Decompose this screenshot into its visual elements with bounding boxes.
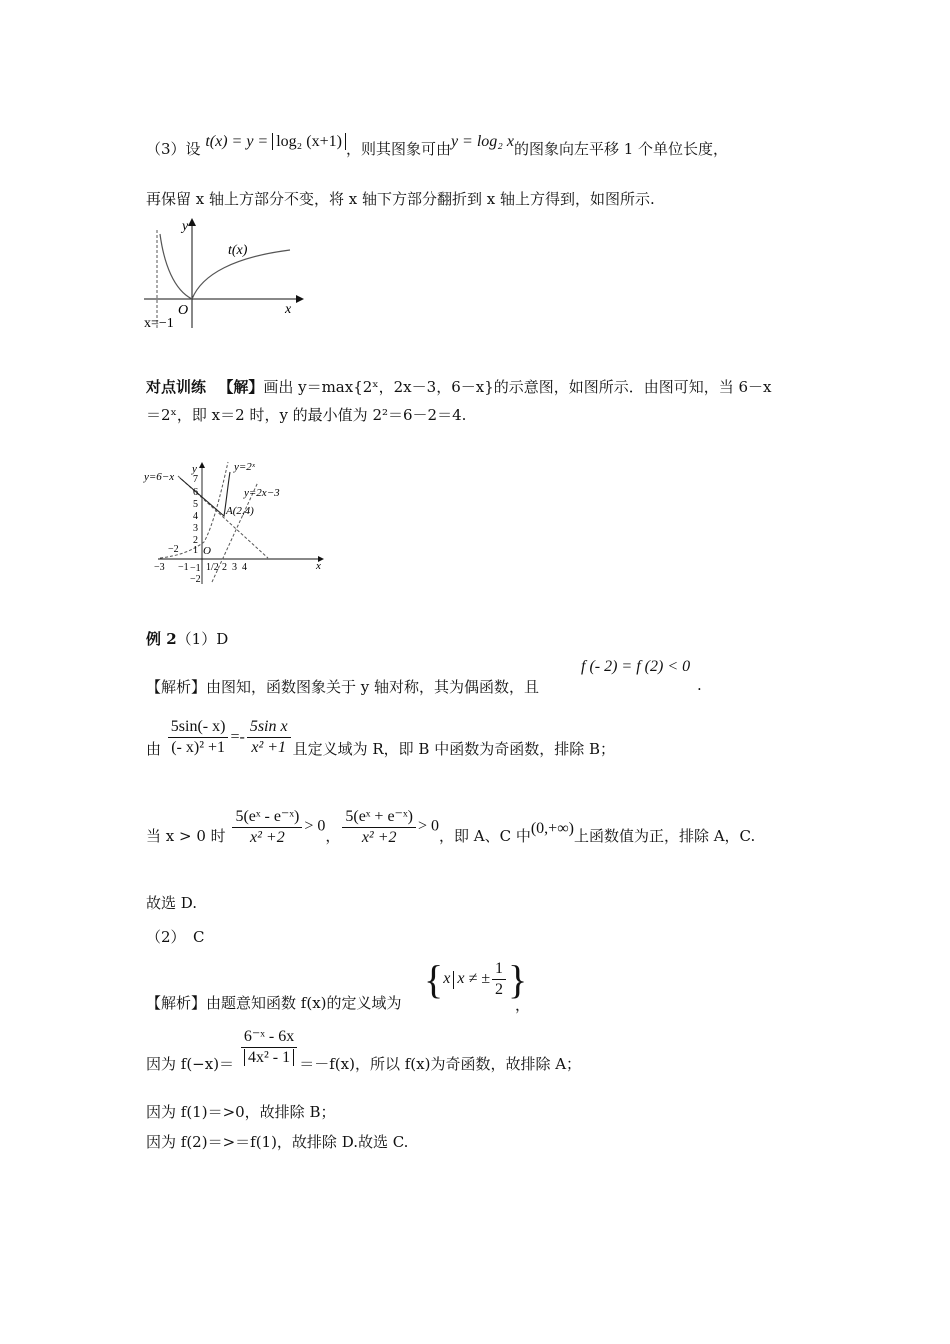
p3-formula-lhs: t(x) = y = (205, 133, 273, 150)
training-line1 (146, 376, 772, 397)
ex2-a2-frac1 (168, 718, 229, 757)
fig2-y-arrow (199, 462, 205, 468)
ex2-a2-post: 且定义域为 R，即 B 中函数为奇函数，排除 B； (292, 739, 616, 758)
ex2-b2-pre: 因为 f(−x)＝ (146, 1054, 235, 1073)
training-text1: 画出 y＝max{2ˣ，2x－3，6－x}的示意图，如图所示．由图可知，当 6－x (263, 378, 772, 396)
fig2-label-o: O (203, 545, 211, 557)
fig1-label-asym: x=−1 (144, 316, 174, 331)
ex2-conclusion: 故选 D. (146, 894, 198, 912)
p3-formula2: y = log₂ x (450, 133, 514, 150)
ex2-b1 (146, 992, 402, 1013)
fig1-label-curve: t(x) (228, 243, 248, 258)
training-head: 对点训练 (146, 378, 207, 396)
p3-formula-abs: log₂ (x+1) (272, 133, 346, 150)
fig2-xtick-half: 1/2 (206, 562, 219, 573)
p3-mid: ，则其图象可由 (345, 140, 451, 158)
ex2-a3-pre: 当 x > 0 时 (146, 826, 226, 845)
ex2-a1-formula: f (- 2) = f (2) < 0 (581, 658, 691, 675)
ex2-b1-set-cond: x ≠ ± (457, 970, 490, 988)
ex2-a3-num1: 5(eˣ - e⁻ˣ) (232, 806, 302, 828)
fig2-xtick-neg1: −1 (178, 562, 189, 573)
p3-prefix: （3）设 (146, 140, 201, 158)
fig2-ytick-neg1: −1 (190, 563, 201, 574)
ex2-a3-comma: ， (325, 826, 341, 845)
ex2-a2-num2: 5sin x (247, 718, 291, 738)
ex2-b1-end: ， (515, 996, 531, 1014)
fig2-xtick-neg2: −2 (168, 544, 179, 555)
ex2-b2-post: ＝－f(x)，所以 f(x)为奇函数，故排除 A； (299, 1054, 582, 1073)
ex2-analysis-tag: 【解析】 (146, 678, 207, 696)
ex2-b1-frac (492, 960, 506, 999)
ex2-a1-end: . (697, 676, 702, 694)
ex2-a2-frac2 (247, 718, 291, 757)
ex2-answer2: （2） C (146, 928, 205, 946)
fig2-xtick-neg3: −3 (154, 562, 165, 573)
fig1-label-x: x (285, 302, 292, 317)
ex2-a3-interval: (0,+∞) (530, 819, 574, 837)
ex2-analysis1 (146, 676, 539, 697)
fig2-ytick-neg2: −2 (190, 574, 201, 585)
fig2-xtick-2: 2 (222, 562, 227, 573)
fig1-label-o: O (178, 303, 189, 318)
ex2-a3-den2: x² +2 (361, 829, 397, 846)
ex2-a2-den1: (- x)² +1 (171, 739, 226, 756)
training-line2: ＝2ˣ，即 x＝2 时，y 的最小值为 2²＝6－2＝4. (146, 406, 467, 424)
fig2-ytick-7: 7 (193, 474, 198, 485)
fig2-ytick-5: 5 (193, 499, 198, 510)
p3-line2: 再保留 x 轴上方部分不变，将 x 轴下方部分翻折到 x 轴上方得到，如图所示. (146, 190, 655, 208)
ex2-answer1 (146, 628, 228, 649)
ex2-ans1: （1）D (176, 630, 229, 648)
fig2-ytick-6: 6 (193, 487, 198, 498)
fig2-xtick-3: 3 (232, 562, 237, 573)
ex2-b1-den: 2 (494, 981, 503, 998)
fig2-ytick-4: 4 (193, 511, 198, 522)
ex2-a3-frac2 (342, 806, 416, 847)
p3-suffix: 的图象向左平移 1 个单位长度， (513, 140, 729, 158)
ex2-b1-set: {x x ≠ ± $\frac{1}{2}$ } (424, 957, 528, 1002)
ex2-a3-gt1: > 0 (304, 817, 326, 835)
ex2-a3-den1: x² +2 (250, 829, 285, 846)
fig1-x-arrow (296, 295, 304, 303)
ex2-a3-num2: 5(eˣ + e⁻ˣ) (342, 806, 416, 828)
ex2-b1-tag: 【解析】 (146, 994, 207, 1012)
ex2-head: 例 2 (146, 630, 177, 648)
ex2-a1-text: 由图知，函数图象关于 y 轴对称，其为偶函数，且 (206, 678, 540, 696)
ex2-analysis2 (146, 718, 615, 757)
ex2-a2-den2: x² +1 (251, 739, 287, 756)
fig2-label-exp: y=2ˣ (234, 461, 255, 473)
ex2-b1-text: 由题意知函数 f(x)的定义域为 (206, 994, 402, 1012)
fig2-label-lin: y=2x−3 (244, 487, 280, 499)
ex2-a2-pre: 由 (146, 739, 162, 758)
ex2-analysis3 (146, 806, 755, 847)
ex2-a3-post: 上函数值为正，排除 A，C. (573, 826, 756, 845)
ex2-a3-frac1 (232, 806, 302, 847)
ex2-b2 (146, 1026, 582, 1073)
fig2-ytick-3: 3 (193, 523, 198, 534)
fig2-label-x: x (316, 560, 321, 572)
ex2-b4: 因为 f(2)＝>＝f(1)，故排除 D.故选 C. (146, 1133, 409, 1151)
ex2-b2-frac (241, 1026, 297, 1067)
fig2-ytick-2: 2 (193, 535, 198, 546)
fig2-label-dec: y=6−x (144, 471, 175, 483)
ex2-b1-set-left: x (443, 970, 451, 988)
ex2-a2-eq: =- (230, 728, 245, 746)
training-bracket: 【解】 (225, 378, 264, 396)
p3-line1 (146, 133, 729, 159)
figure-max-function (140, 458, 330, 586)
fig2-label-point: A(2,4) (226, 505, 254, 517)
figure-t-of-x (140, 212, 310, 334)
ex2-b2-den: 4x² - 1 (244, 1049, 294, 1066)
ex2-b2-num: 6⁻ˣ - 6x (241, 1026, 297, 1048)
fig1-label-y: y (182, 219, 189, 234)
ex2-b1-num: 1 (492, 960, 506, 980)
fig2-max-curve (180, 472, 230, 516)
fig2-xtick-4: 4 (242, 562, 247, 573)
fig2-label-y: y (192, 463, 197, 475)
ex2-b3: 因为 f(1)＝>0，故排除 B； (146, 1103, 336, 1121)
fig1-y-arrow (188, 218, 196, 226)
ex2-a2-num1: 5sin(- x) (168, 718, 229, 738)
ex2-a3-mid: ，即 A、C 中 (438, 826, 531, 845)
fig2-ytick-1: 1 (193, 545, 198, 556)
fig1-curve-left (160, 234, 192, 299)
ex2-a3-gt2: > 0 (417, 817, 439, 835)
